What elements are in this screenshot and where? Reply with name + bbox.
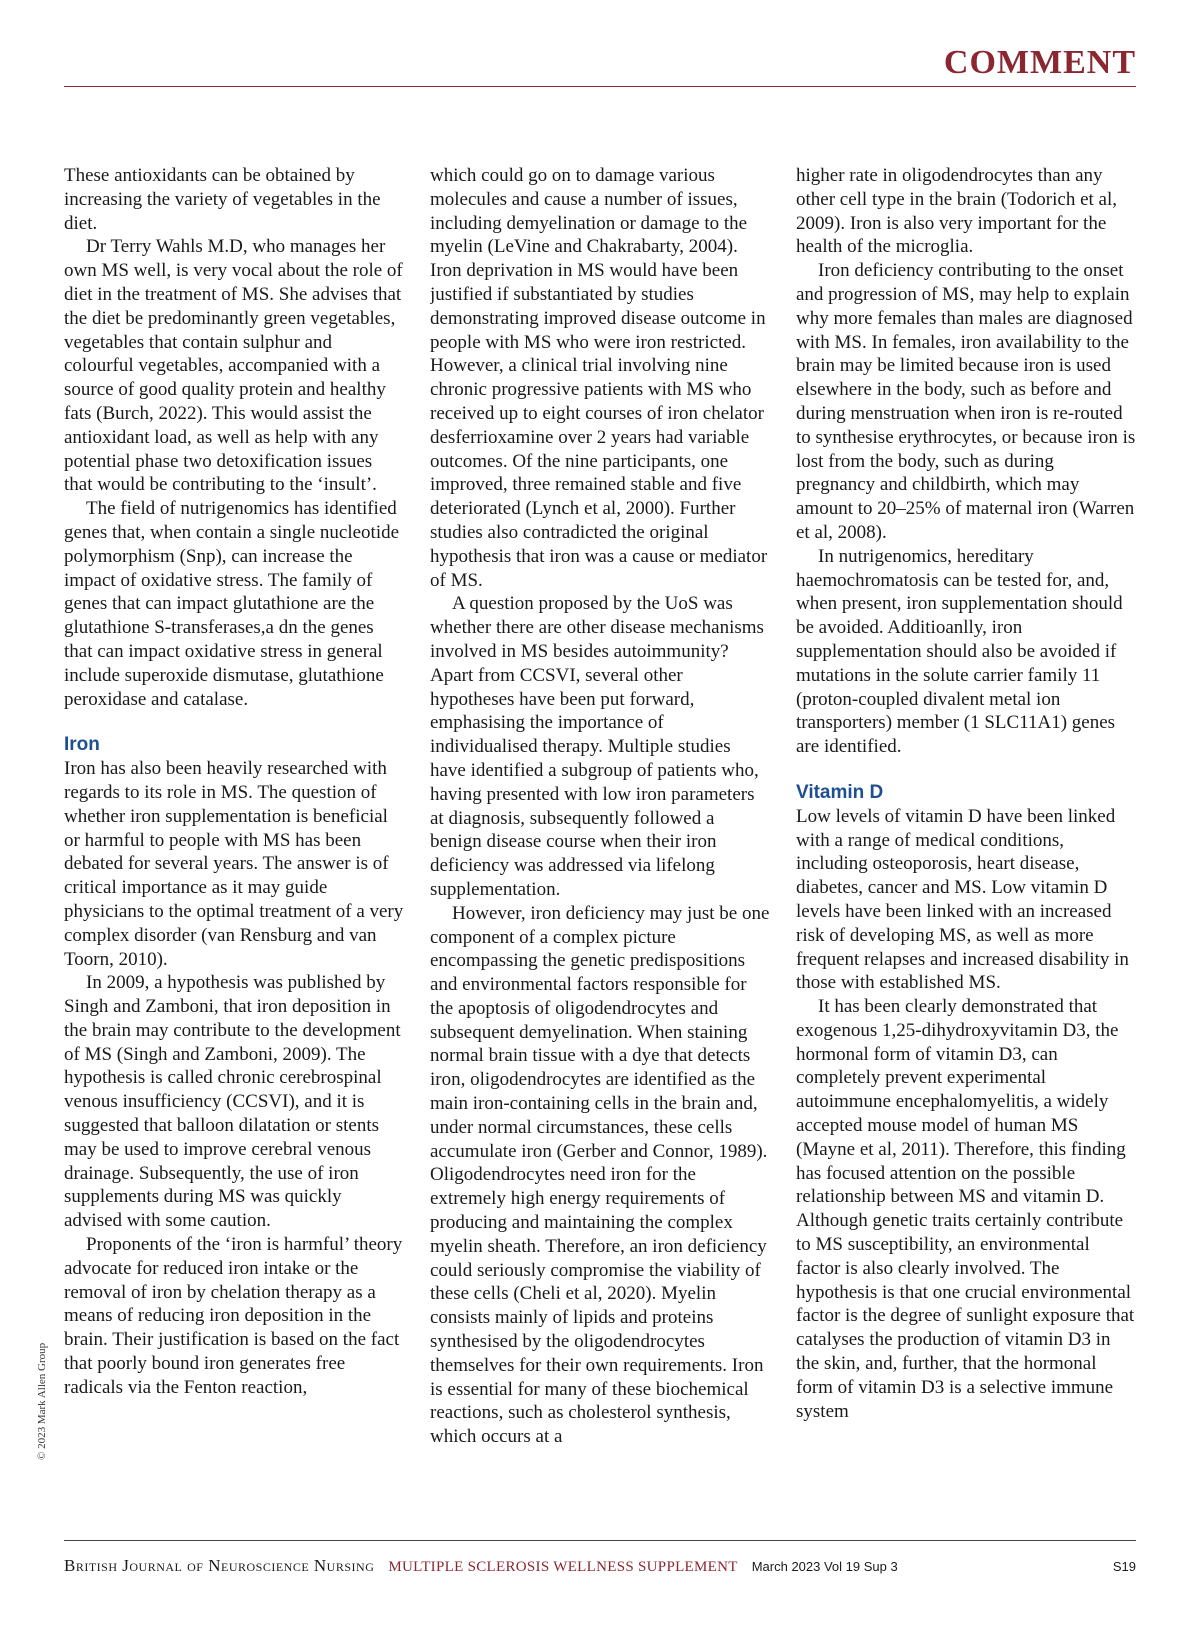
- article-body: [64, 164, 1136, 1530]
- section-heading: Vitamin D: [796, 781, 884, 803]
- section-label: COMMENT: [943, 44, 1136, 81]
- page-number: S19: [1112, 1559, 1136, 1574]
- paragraph: These antioxidants can be obtained by increasing the variety of vegetables in the diet.: [64, 165, 381, 234]
- paragraph: In nutrigenomics, hereditary haemochromatosis can be tested for, and, when present, iron supplementation should be avoided. Additioanlly, iron supplementation should also be avoided if mutations in the solute carrier family 11 (proton-coupled divalent metal ion transporters) member (1 SLC11A1) genes are identified.: [796, 545, 1123, 758]
- paragraph: A question proposed by the UoS was whether there are other disease mechanisms involved in MS besides autoimmunity? Apart from CCSVI, several other hypotheses have been put forward, emphasising the importance of individualised therapy. Multiple studies have identified a subgroup of patients who, having presented with low iron parameters at diagnosis, subsequently followed a benign disease course when their iron deficiency was addressed via lifelong supplementation.: [430, 593, 764, 900]
- paragraph: The field of nutrigenomics has identified genes that, when contain a single nucleotide polymorphism (Snp), can increase the impact of oxidative stress. The family of genes that can impact glutathione are the glutathione S-transferases,a dn the genes that can impact oxidative stress in general include superoxide dismutase, glutathione peroxidase and catalase.: [64, 498, 400, 710]
- column-3: [796, 164, 1136, 1530]
- issue-date: March 2023 Vol 19 Sup 3: [751, 1559, 898, 1574]
- paragraph: Proponents of the ‘iron is harmful’ theory advocate for reduced iron intake or the removal of iron by chelation therapy as a means of reducing iron deposition in the brain. Their justification is based on the fact that poorly bound iron generates free radicals via the Fenton reaction,: [64, 1234, 403, 1398]
- column-1: [64, 164, 404, 1530]
- copyright-text: © 2023 Mark Allen Group: [36, 1342, 48, 1460]
- paragraph: Dr Terry Wahls M.D, who manages her own MS well, is very vocal about the role of diet in the treatment of MS. She advises that the diet be predominantly green vegetables, vegetables that contain sulphur and colourful vegetables, accompanied with a source of good quality protein and healthy fats (Burch, 2022). This would assist the antioxidant load, as well as help with any potential phase two detoxification issues that would be contributing to the ‘insult’.: [64, 236, 403, 496]
- paragraph: However, iron deficiency may just be one component of a complex picture encompassing the genetic predispositions and environmental factors responsible for the apoptosis of oligodendrocytes and subsequent demyelination. When staining normal brain tissue with a dye that detects iron, oligodendrocytes are identified as the main iron-containing cells in the brain and, under normal circumstances, these cells accumulate iron (Gerber and Connor, 1989). Oligodendrocytes need iron for the extremely high energy requirements of producing and maintaining the complex myelin sheath. Therefore, an iron deficiency could seriously compromise the viability of these cells (Cheli et al, 2020). Myelin consists mainly of lipids and proteins synthesised by the oligodendrocytes themselves for their own requirements. Iron is essential for many of these biochemical reactions, such as cholesterol synthesis, which occurs at a: [430, 902, 770, 1448]
- header-divider: [64, 86, 1136, 87]
- section-heading: Iron: [64, 734, 100, 756]
- supplement-title: MULTIPLE SCLEROSIS WELLNESS SUPPLEMENT: [388, 1559, 738, 1575]
- footer-divider: [64, 1540, 1136, 1541]
- paragraph: Low levels of vitamin D have been linked with a range of medical conditions, including osteoporosis, heart disease, diabetes, cancer and MS. Low vitamin D levels have been linked with an increased risk of developing MS, as well as more frequent relapses and increased disability in those with established MS.: [796, 805, 1129, 994]
- paragraph: In 2009, a hypothesis was published by Singh and Zamboni, that iron deposition in the brain may contribute to the development of MS (Singh and Zamboni, 2009). The hypothesis is called chronic cerebrospinal venous insufficiency (CCSVI), and it is suggested that balloon dilatation or stents may be used to improve cerebral venous drainage. Subsequently, the use of iron supplements during MS was quickly advised with some caution.: [64, 972, 401, 1232]
- journal-title: British Journal of Neuroscience Nursing: [64, 1556, 375, 1575]
- paragraph: higher rate in oligodendrocytes than any other cell type in the brain (Todorich et al, 2009). Iron is also very important for the health of the microglia.: [796, 165, 1118, 258]
- paragraph: which could go on to damage various molecules and cause a number of issues, including demyelination or damage to the myelin (LeVine and Chakrabarty, 2004). Iron deprivation in MS would have been justified if substantiated by studies demonstrating improved disease outcome in people with MS who were iron restricted. However, a clinical trial involving nine chronic progressive patients with MS who received up to eight courses of iron chelator desferrioxamine over 2 years had variable outcomes. Of the nine participants, one improved, three remained stable and five deteriorated (Lynch et al, 2000). Further studies also contradicted the original hypothesis that iron was a cause or mediator of MS.: [430, 165, 768, 591]
- paragraph: It has been clearly demonstrated that exogenous 1,25-dihydroxyvitamin D3, the hormonal form of vitamin D3, can completely prevent experimental autoimmune encephalomyelitis, a widely accepted mouse model of human MS (Mayne et al, 2011). Therefore, this finding has focused attention on the possible relationship between MS and vitamin D. Although genetic traits certainly contribute to MS susceptibility, an environmental factor is also clearly involved. The hypothesis is that one crucial environmental factor is the degree of sunlight exposure that catalyses the production of vitamin D3 in the skin, and, further, that the hormonal form of vitamin D3 is a selective immune system: [796, 996, 1135, 1422]
- column-2: [430, 164, 770, 1530]
- page-footer: [64, 1556, 1136, 1576]
- paragraph: Iron has also been heavily researched with regards to its role in MS. The question of whether iron supplementation is beneficial or harmful to people with MS has been debated for several years. The answer is of critical importance as it may guide physicians to the optimal treatment of a very complex disorder (van Rensburg and van Toorn, 2010).: [64, 758, 404, 970]
- paragraph: Iron deficiency contributing to the onset and progression of MS, may help to explain why more females than males are diagnosed with MS. In females, iron availability to the brain may be limited because iron is used elsewhere in the body, such as before and during menstruation when iron is re-routed to synthesise erythrocytes, or because iron is lost from the body, such as during pregnancy and childbirth, which may amount to 20–25% of maternal iron (Warren et al, 2008).: [796, 260, 1136, 543]
